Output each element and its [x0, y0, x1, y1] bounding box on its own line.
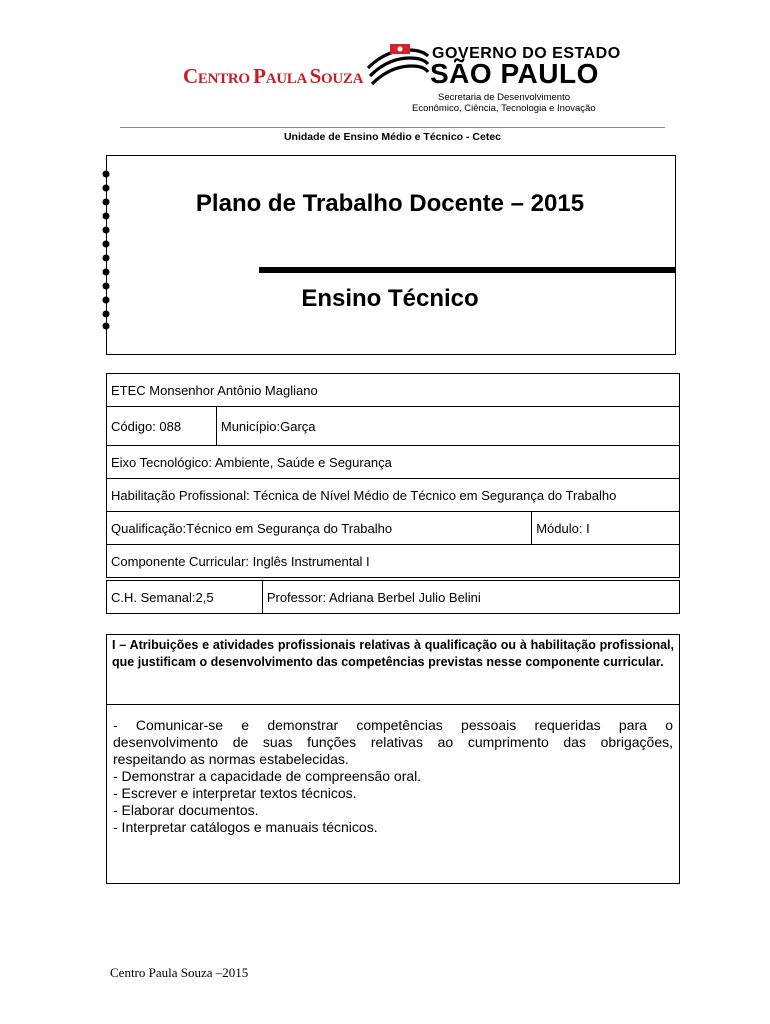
section1-line2: desenvolvimento de suas funções relativas ao cumprimento das obrigações,	[113, 734, 673, 750]
list-item: - Demonstrar a capacidade de compreensão oral.	[113, 768, 422, 784]
professor-cell: Professor: Adriana Berbel Julio Belini	[262, 581, 679, 614]
footer-text: Centro Paula Souza –2015	[110, 965, 249, 980]
list-item: - Interpretar catálogos e manuais técnicos.	[113, 819, 378, 835]
modulo-cell: Módulo: I	[532, 512, 680, 545]
gov-line2: SÃO PAULO	[430, 58, 599, 89]
info-table-ch	[106, 580, 680, 614]
codigo-cell: Código: 088	[107, 407, 217, 446]
cover-box	[106, 155, 676, 355]
etec-cell: ETEC Monsenhor Antônio Magliano	[107, 374, 680, 407]
info-row-ch	[107, 581, 680, 614]
document-subtitle: Ensino Técnico	[301, 285, 479, 312]
gov-line3: Secretaria de Desenvolvimento	[438, 92, 571, 103]
section1-line3: respeitando as normas estabelecidas.	[113, 751, 349, 767]
eixo-cell: Eixo Tecnológico: Ambiente, Saúde e Segurança	[107, 446, 680, 479]
list-item: - Elaborar documentos.	[113, 802, 259, 818]
municipio-cell: Município:Garça	[216, 407, 679, 446]
info-row-qualificacao	[107, 512, 680, 545]
section1-body	[107, 705, 680, 884]
gov-line4: Econômico, Ciência, Tecnologia e Inovação	[412, 103, 596, 114]
unit-title: Unidade de Ensino Médio e Técnico - Cetec	[283, 131, 502, 143]
info-table	[106, 373, 680, 578]
title-divider	[259, 267, 675, 273]
sao-paulo-emblem	[366, 44, 430, 92]
info-row-etec	[107, 374, 680, 407]
qualificacao-cell: Qualificação:Técnico em Segurança do Trabalho	[107, 512, 532, 545]
info-row-eixo	[107, 446, 680, 479]
document-title: Plano de Trabalho Docente – 2015	[195, 190, 585, 217]
list-item: - Escrever e interpretar textos técnicos.	[113, 785, 357, 801]
section1-table	[106, 634, 680, 884]
ch-cell: C.H. Semanal:2,5	[107, 581, 263, 614]
info-row-codigo	[107, 407, 680, 446]
header-rule	[120, 127, 665, 128]
info-row-componente	[107, 545, 680, 578]
info-row-habilitacao	[107, 479, 680, 512]
section1-heading: I – Atribuições e atividades profissionais relativas à qualificação ou à habilitação profissional, que justificam o desenvolvimento das competências previstas nesse componente curricular.	[107, 635, 680, 705]
componente-cell: Componente Curricular: Inglês Instrumental I	[107, 545, 680, 578]
section1-line1: - Comunicar-se e demonstrar competências pessoais requeridas para o	[113, 717, 673, 733]
habilitacao-cell: Habilitação Profissional: Técnica de Nível Médio de Técnico em Segurança do Trabalho	[107, 479, 680, 512]
centro-paula-souza-logo: CENTRO PAULA SOUZA	[183, 64, 364, 88]
gov-line1: GOVERNO DO ESTADO	[432, 45, 621, 62]
